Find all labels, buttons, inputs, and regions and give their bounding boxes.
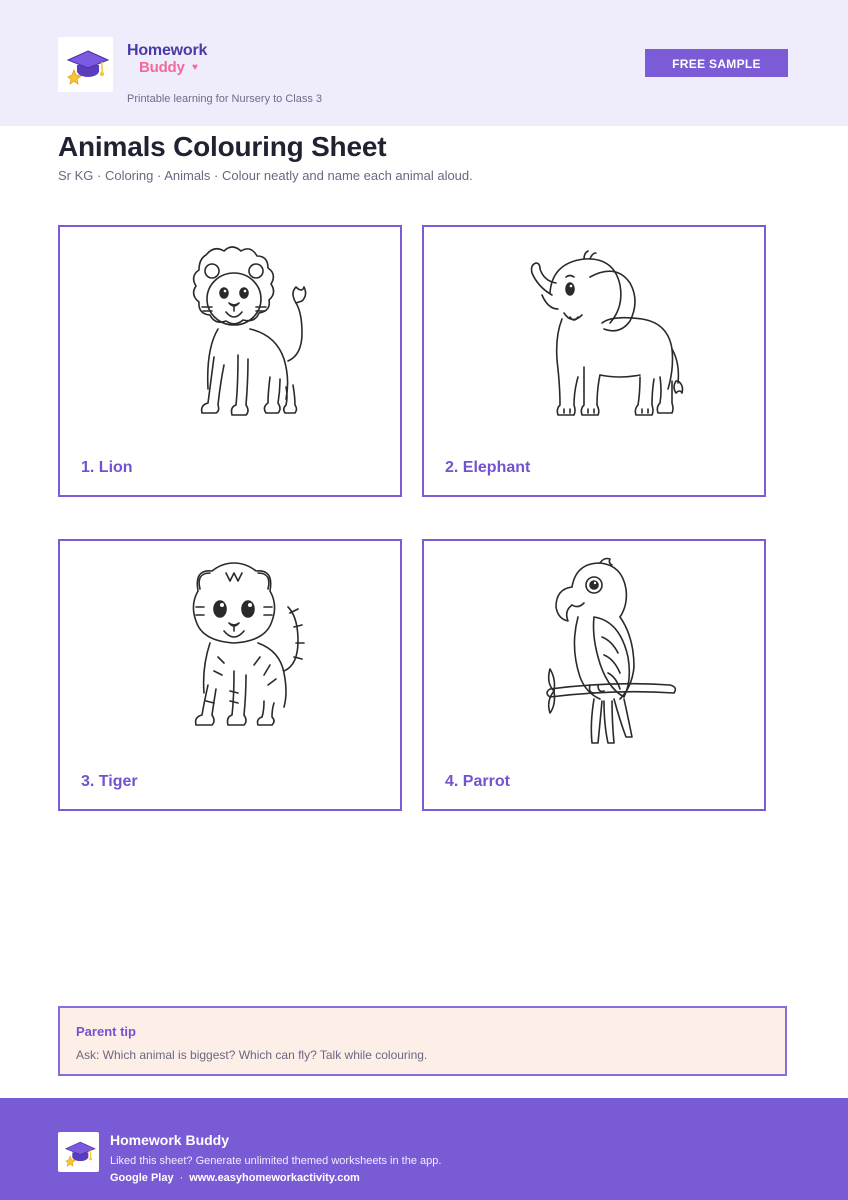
footer-separator: ·: [179, 1172, 184, 1184]
animal-card-parrot: [422, 539, 766, 811]
footer-logo: [58, 1132, 99, 1172]
page-subtitle: Sr KG · Coloring · Animals · Colour neatly and name each animal aloud.: [58, 168, 473, 183]
tagline: Printable learning for Nursery to Class 3: [127, 93, 323, 105]
logo: [58, 37, 113, 92]
parent-tip-box: [58, 1006, 787, 1076]
graduation-cap-icon: [58, 37, 113, 92]
parrot-outline-icon: [498, 551, 694, 751]
heart-icon: ♥: [192, 62, 198, 73]
card-label: 3. Tiger: [81, 773, 138, 790]
footer-promo-text: Liked this sheet? Generate unlimited themed worksheets in the app.: [110, 1155, 442, 1167]
header: [0, 0, 848, 126]
parent-tip-title: Parent tip: [76, 1024, 136, 1039]
parent-tip-text: Ask: Which animal is biggest? Which can fly? Talk while colouring.: [76, 1048, 428, 1062]
tiger-outline-icon: [134, 551, 330, 751]
footer-brand-name: Homework Buddy: [110, 1132, 230, 1148]
footer-links: [110, 1172, 360, 1184]
card-label: 1. Lion: [81, 459, 133, 476]
brand-name-line2: Buddy: [139, 59, 185, 76]
graduation-cap-icon: [58, 1132, 99, 1172]
free-sample-badge: FREE SAMPLE: [645, 49, 788, 77]
lion-outline-icon: [134, 237, 330, 437]
website-link[interactable]: www.easyhomeworkactivity.com: [189, 1172, 360, 1184]
card-label: 2. Elephant: [445, 459, 531, 476]
page-title: Animals Colouring Sheet: [58, 131, 387, 162]
card-label: 4. Parrot: [445, 773, 510, 790]
google-play-link[interactable]: Google Play: [110, 1172, 174, 1184]
elephant-outline-icon: [498, 237, 694, 437]
animal-card-elephant: [422, 225, 766, 497]
animal-card-tiger: [58, 539, 402, 811]
brand-name-line1: Homework: [127, 42, 208, 59]
footer: [0, 1098, 848, 1200]
animal-card-lion: [58, 225, 402, 497]
